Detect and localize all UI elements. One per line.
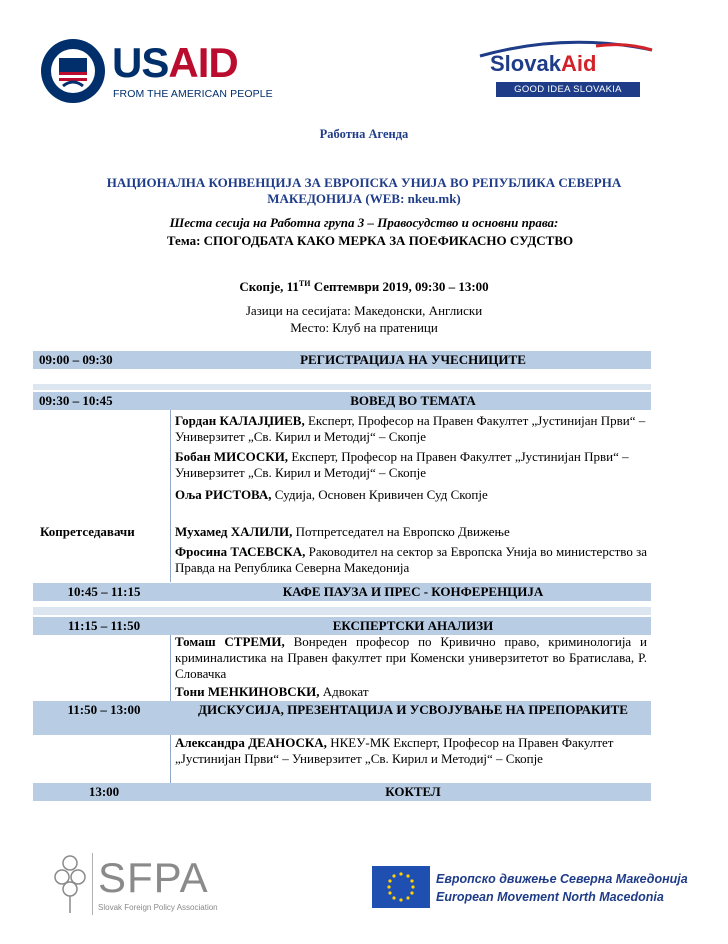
sfpa-wordmark: SFPA	[98, 854, 209, 901]
speaker-entry: Гордан КАЛАЈЏИЕВ, Експерт, Професор на Правен Факултет „Јустинијан Први“ – Универзитет „Св. Кирил и Методиј“ – Скопје	[175, 413, 646, 444]
agenda-title: Работна Агенда	[319, 127, 409, 141]
sfpa-subtitle: Slovak Foreign Policy Association	[98, 903, 218, 912]
speaker-entry: Оља РИСТОВА, Судија, Основен Кривичен Суд Скопје	[175, 487, 488, 502]
row-label: РЕГИСТРАЦИЈА НА УЧЕСНИЦИТЕ	[300, 352, 526, 367]
row-time: 09:00 – 09:30	[39, 352, 113, 367]
date-line: Скопје, $11^{ТИ}$ Септември 2019, 09:30 – 13:00	[239, 279, 489, 294]
column-divider	[170, 735, 171, 783]
sfpa-logo	[52, 853, 252, 917]
speaker-entry: Александра ДЕАНОСКА, НКЕУ-МК Експерт, Професор на Правен Факултет „Јустинијан Први“ – Универзитет „Св. Кирил и Методиј“ – Скопје	[175, 735, 614, 766]
european-movement-logo	[372, 866, 692, 908]
slovakaid-wordmark: SlovakAid	[490, 51, 597, 76]
row-discussion	[33, 701, 651, 735]
row-intro	[33, 392, 651, 410]
row-expert	[33, 617, 651, 635]
session-title: Шеста сесија на Работна група 3 – Правосудство и основни права:	[169, 215, 559, 230]
row-label: ВОВЕД ВО ТЕМАТА	[350, 393, 476, 408]
row-time: 13:00	[88, 784, 120, 799]
cochairs-label: Копретседавачи	[40, 524, 135, 539]
row-registration	[33, 351, 651, 369]
usaid-tagline: FROM THE AMERICAN PEOPLE	[113, 88, 273, 100]
emnm-name-en: European Movement North Macedonia	[436, 890, 664, 904]
speaker-entry: Тони МЕНКИНОВСКИ, Адвокат	[175, 684, 369, 699]
row-separator	[33, 607, 651, 615]
emnm-name-mk: Европско движење Северна Македонија	[436, 872, 688, 886]
row-time: 10:45 – 11:15	[67, 584, 141, 599]
theme-title: Тема: СПОГОДБАТА КАКО МЕРКА ЗА ПОЕФИКАСНО СУДСТВО	[166, 233, 574, 248]
row-label: ДИСКУСИЈА, ПРЕЗЕНТАЦИЈА И УСВОЈУВАЊЕ НА ПРЕПОРАКИТЕ	[198, 702, 628, 717]
sfpa-divider	[92, 853, 93, 915]
row-label: КОКТЕЛ	[385, 784, 441, 799]
cochair-entry: Фросина ТАСЕВСКА, Раководител на сектор за Европска Унија во министерство за Правда на Република Северна Македонија	[175, 544, 648, 575]
usaid-wordmark: USAID	[112, 39, 238, 86]
row-time: 11:50 – 13:00	[67, 702, 141, 717]
session-languages: Јазици на сесијата: Македонски, Англиски	[245, 303, 483, 318]
usaid-logo	[40, 38, 273, 106]
row-label: КАФЕ ПАУЗА И ПРЕС - КОНФЕРЕНЦИЈА	[282, 584, 544, 599]
row-time: 11:15 – 11:50	[67, 618, 141, 633]
sfpa-emblem-icon	[52, 853, 88, 915]
speaker-entry: Бобан МИСОСКИ, Експерт, Професор на Правен Факултет „Јустинијан Први“ – Универзитет „Св. Кирил и Методиј“ – Скопје	[175, 449, 629, 480]
slovakaid-logo	[476, 40, 656, 102]
eu-flag-icon	[372, 866, 430, 908]
row-time: 09:30 – 10:45	[39, 393, 113, 408]
usaid-seal-icon	[40, 38, 106, 104]
cochair-entry: Мухамед ХАЛИЛИ, Потпретседател на Европско Движење	[175, 524, 510, 539]
row-cocktail	[33, 783, 651, 801]
column-divider	[170, 635, 171, 701]
convention-title: НАЦИОНАЛНА КОНВЕНЦИЈА ЗА ЕВРОПСКА УНИЈА ВО РЕПУБЛИКА СЕВЕРНА МАКЕДОНИЈА (WEB: nkeu.mk)	[106, 175, 622, 206]
row-separator	[33, 384, 651, 390]
row-label: ЕКСПЕРТСКИ АНАЛИЗИ	[332, 618, 494, 633]
slovakaid-tagline: GOOD IDEA SLOVAKIA	[496, 82, 640, 97]
speaker-entry: Томаш СТРЕМИ, Вонреден професор по Кривично право, криминологија и криминалистика на Правен факултет при Коменски универзитетот во Братислава, Р. Словачка	[175, 634, 647, 681]
column-divider	[170, 410, 171, 582]
session-venue: Место: Клуб на пратеници	[290, 320, 438, 335]
row-break	[33, 583, 651, 601]
